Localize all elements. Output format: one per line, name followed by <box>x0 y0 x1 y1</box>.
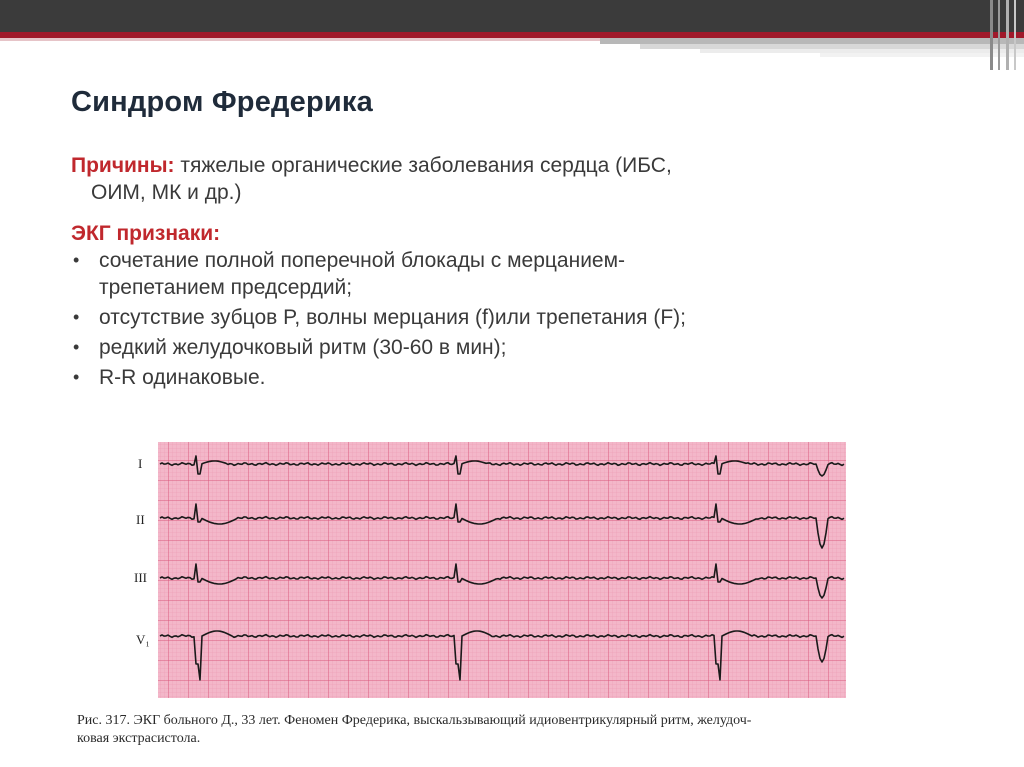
lead-label-v1: V₁ <box>136 632 150 647</box>
bullet-icon: • <box>73 307 80 327</box>
causes-label: Причины: <box>71 154 175 177</box>
slide-title: Синдром Фредерика <box>71 86 373 118</box>
causes-text-line1: тяжелые органические заболевания сердца (ИБС, <box>174 154 672 177</box>
lead-label-iii: III <box>134 570 147 585</box>
ecg-strip <box>128 440 848 702</box>
ekg-signs-list <box>71 247 851 391</box>
causes-paragraph <box>71 152 851 179</box>
lead-label-i: I <box>138 456 143 471</box>
list-item <box>71 334 851 361</box>
list-item-line1: отсутствие зубцов P, волны мерцания (f)или трепетания (F); <box>99 306 686 329</box>
bullet-icon: • <box>73 250 80 270</box>
caption-line1: Рис. 317. ЭКГ больного Д., 33 лет. Феномен Фредерика, выскальзывающий идиовентрикулярный ритм, желудоч- <box>77 713 752 728</box>
top-decorative-bar <box>0 0 1024 70</box>
figure-caption <box>77 712 897 748</box>
bullet-icon: • <box>73 337 80 357</box>
bullet-icon: • <box>73 367 80 387</box>
ecg-figure <box>128 440 848 702</box>
slide-content <box>71 152 851 394</box>
list-item-line1: редкий желудочковый ритм (30-60 в мин); <box>99 336 507 359</box>
list-item <box>71 247 851 301</box>
list-item <box>71 304 851 331</box>
caption-line2: ковая экстрасистола. <box>77 731 201 746</box>
ekg-signs-heading: ЭКГ признаки: <box>71 222 221 245</box>
list-item-line1: сочетание полной поперечной блокады с мерцанием- <box>99 249 626 272</box>
list-item-line1: R-R одинаковые. <box>99 366 266 389</box>
list-item <box>71 364 851 391</box>
causes-text-line2: ОИМ, МК и др.) <box>91 181 242 204</box>
lead-label-ii: II <box>136 512 145 527</box>
list-item-line2: трепетанием предсердий; <box>99 276 353 299</box>
